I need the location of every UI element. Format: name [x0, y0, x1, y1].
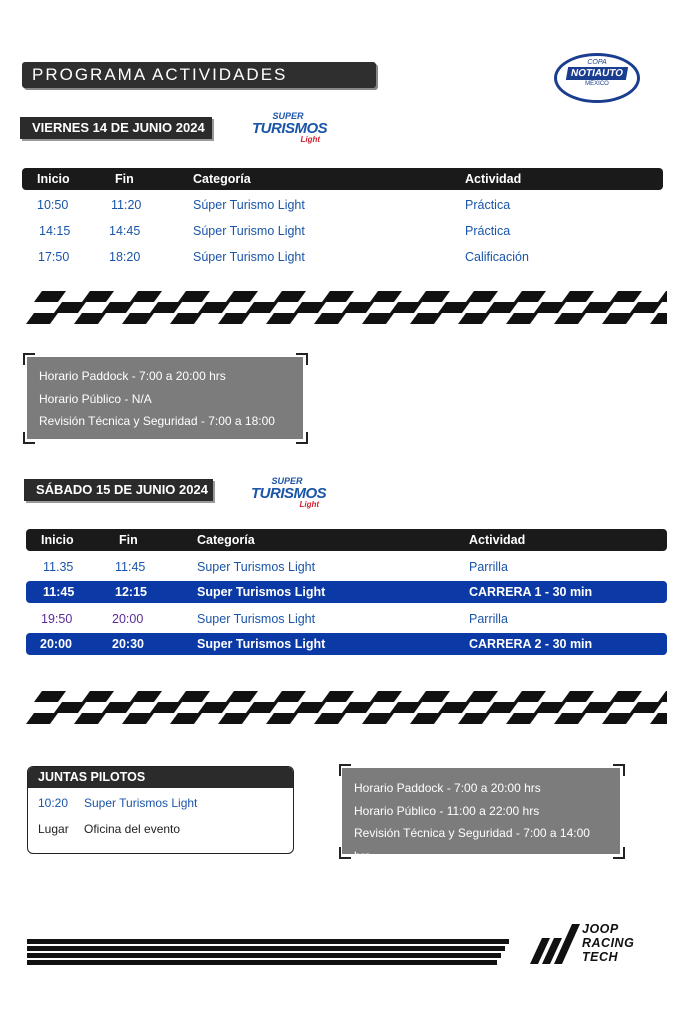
checker-square [506, 713, 538, 724]
checker-square [170, 313, 202, 324]
table-row-highlighted [26, 633, 667, 655]
checker-square [630, 702, 662, 713]
footer-stripes [27, 939, 509, 965]
checker-square [130, 291, 162, 302]
checker-square [658, 691, 667, 702]
column-header-fin: Fin [115, 172, 134, 186]
day1-table-header [22, 168, 663, 190]
checker-square [582, 302, 614, 313]
brand-line-2: RACING [582, 936, 635, 950]
row-activity: Práctica [465, 224, 511, 238]
checker-square [322, 691, 354, 702]
checker-square [506, 313, 538, 324]
checker-square [34, 291, 66, 302]
checker-square [178, 291, 210, 302]
super-turismos-logo [251, 476, 327, 517]
row-activity: CARRERA 2 - 30 min [469, 637, 593, 651]
info-paddock: Horario Paddock - 7:00 a 20:00 hrs [39, 369, 226, 383]
column-header-inicio: Inicio [37, 172, 70, 186]
checker-square [486, 702, 518, 713]
checker-square [314, 313, 346, 324]
checker-square [54, 302, 86, 313]
checker-square [74, 313, 106, 324]
series-logo-super: SUPER [272, 111, 304, 121]
checker-square [246, 302, 278, 313]
checker-square [362, 313, 394, 324]
page-title: PROGRAMA ACTIVIDADES [22, 62, 376, 88]
series-logo-light: Light [300, 135, 320, 144]
table-row [22, 193, 663, 219]
column-header-categoria: Categoría [193, 172, 251, 186]
checker-square [178, 691, 210, 702]
checker-square [562, 691, 594, 702]
checker-square [514, 691, 546, 702]
checkered-flag-divider-2 [22, 691, 667, 725]
row-activity: Práctica [465, 198, 511, 212]
logo-main-text: NOTIAUTO [566, 67, 628, 80]
checker-square [294, 702, 326, 713]
checker-square [122, 713, 154, 724]
brand-line-3: TECH [582, 950, 619, 964]
checker-square [486, 302, 518, 313]
row-category: Súper Turismo Light [193, 224, 305, 238]
stripe [27, 939, 509, 944]
juntas-place-row [28, 818, 293, 844]
checker-square [266, 313, 298, 324]
column-header-fin: Fin [119, 533, 138, 547]
checker-square [226, 691, 258, 702]
column-header-categoria: Categoría [197, 533, 255, 547]
column-header-actividad: Actividad [469, 533, 526, 547]
checker-square [610, 691, 642, 702]
logo-top-text: COPA [587, 59, 607, 66]
checker-square [150, 302, 182, 313]
row-category: Super Turismos Light [197, 612, 316, 626]
juntas-place: Oficina del evento [84, 822, 181, 836]
checker-square [650, 713, 667, 724]
juntas-title: JUNTAS PILOTOS [28, 767, 293, 788]
box-corner [613, 847, 625, 859]
row-category: Súper Turismo Light [193, 198, 305, 212]
stripe [27, 960, 497, 965]
joop-stripes-icon [528, 922, 580, 966]
box-corner [23, 353, 35, 365]
checker-square [342, 302, 374, 313]
table-row [26, 607, 667, 631]
row-end: 18:20 [109, 250, 141, 264]
box-corner [339, 764, 351, 776]
checker-square [102, 302, 134, 313]
copa-notiauto-logo [554, 53, 640, 103]
row-category: Super Turismos Light [197, 585, 326, 599]
checker-square [534, 302, 566, 313]
checker-square [74, 713, 106, 724]
checker-square [418, 691, 450, 702]
checker-square [602, 713, 634, 724]
row-start: 17:50 [38, 250, 70, 264]
table-row [26, 555, 667, 579]
checker-square [390, 302, 422, 313]
row-start: 19:50 [41, 612, 73, 626]
joop-racing-tech-logo [528, 922, 660, 966]
row-activity: Parrilla [469, 612, 508, 626]
row-category: Super Turismos Light [197, 637, 326, 651]
logo-bottom-text: MÉXICO [585, 81, 609, 87]
checker-square [650, 313, 667, 324]
checker-square [130, 691, 162, 702]
checker-square [658, 291, 667, 302]
day2-table-body [26, 555, 667, 655]
checker-square [362, 713, 394, 724]
row-end: 11:45 [115, 560, 146, 574]
checker-square [34, 691, 66, 702]
series-logo-turismos: TURISMOS [251, 485, 327, 502]
day1-info-box [27, 357, 303, 451]
checker-square [198, 702, 230, 713]
series-logo-light: Light [299, 500, 319, 509]
checker-square [458, 713, 490, 724]
checker-square [342, 702, 374, 713]
checker-square [322, 291, 354, 302]
checker-square [582, 702, 614, 713]
row-start: 11.35 [43, 560, 74, 574]
row-activity: CARRERA 1 - 30 min [469, 585, 593, 599]
checker-square [170, 713, 202, 724]
checker-square [370, 691, 402, 702]
checker-square [610, 291, 642, 302]
table-row-highlighted [26, 581, 667, 603]
checker-square [514, 291, 546, 302]
juntas-time: 10:20 [38, 796, 69, 810]
row-category: Super Turismos Light [197, 560, 316, 574]
row-start: 11:45 [43, 585, 75, 599]
brand-line-1: JOOP [582, 922, 619, 936]
checker-square [458, 313, 490, 324]
juntas-category: Super Turismos Light [84, 796, 198, 810]
checker-square [102, 702, 134, 713]
checker-square [438, 302, 470, 313]
checker-square [410, 313, 442, 324]
box-corner [339, 847, 351, 859]
checker-square [466, 291, 498, 302]
row-start: 20:00 [40, 637, 72, 651]
checker-square [294, 302, 326, 313]
table-row [22, 245, 663, 271]
row-end: 14:45 [109, 224, 141, 238]
checker-square [466, 691, 498, 702]
stripe [27, 953, 501, 958]
info-publico: Horario Público - N/A [39, 391, 152, 406]
day1-table-body [22, 193, 663, 271]
row-end: 20:30 [112, 637, 144, 651]
checker-square [554, 313, 586, 324]
checker-square [150, 702, 182, 713]
row-start: 10:50 [37, 198, 69, 212]
checker-square [438, 702, 470, 713]
row-activity: Calificación [465, 250, 529, 264]
series-logo-super: SUPER [271, 476, 303, 486]
checker-square [246, 702, 278, 713]
box-corner [296, 432, 308, 444]
checker-square [562, 291, 594, 302]
column-header-actividad: Actividad [465, 172, 522, 186]
checker-square [82, 691, 114, 702]
info-publico: Horario Público - 11:00 a 22:00 hrs [354, 803, 540, 818]
checker-square [218, 713, 250, 724]
row-end: 20:00 [112, 612, 144, 626]
juntas-place-label: Lugar [38, 822, 69, 836]
box-corner [613, 764, 625, 776]
box-corner [23, 432, 35, 444]
juntas-pilotos-box [27, 766, 294, 854]
juntas-time-row [28, 792, 293, 818]
row-activity: Parrilla [469, 560, 508, 574]
checker-square [418, 291, 450, 302]
checker-square [122, 313, 154, 324]
row-start: 14:15 [39, 224, 71, 238]
day2-table-header [26, 529, 667, 551]
checker-square [26, 313, 58, 324]
checker-square [226, 291, 258, 302]
checkered-flag-divider-1 [22, 291, 667, 325]
checker-square [370, 291, 402, 302]
checker-square [82, 291, 114, 302]
day2-title: SÁBADO 15 DE JUNIO 2024 [24, 479, 213, 501]
row-end: 12:15 [115, 585, 147, 599]
checker-square [266, 713, 298, 724]
day1-title: VIERNES 14 DE JUNIO 2024 [20, 117, 212, 139]
checker-square [410, 713, 442, 724]
info-paddock: Horario Paddock - 7:00 a 20:00 hrs [354, 781, 541, 795]
checker-square [554, 713, 586, 724]
checker-square [274, 691, 306, 702]
stripe [27, 946, 505, 951]
checker-square [534, 702, 566, 713]
checker-square [54, 702, 86, 713]
checker-square [602, 313, 634, 324]
row-end: 11:20 [111, 198, 142, 212]
day2-info-box [342, 768, 620, 863]
checker-square [26, 713, 58, 724]
info-revision: Revisión Técnica y Seguridad - 7:00 a 14:00 hrs [354, 826, 590, 863]
checker-square [218, 313, 250, 324]
table-row [22, 219, 663, 245]
checker-square [198, 302, 230, 313]
column-header-inicio: Inicio [41, 533, 74, 547]
row-category: Súper Turismo Light [193, 250, 305, 264]
info-revision: Revisión Técnica y Seguridad - 7:00 a 18:00 hrs [39, 414, 275, 451]
series-logo-turismos: TURISMOS [252, 120, 328, 137]
super-turismos-logo [252, 111, 328, 152]
checker-square [274, 291, 306, 302]
checker-square [314, 713, 346, 724]
box-corner [296, 353, 308, 365]
checker-square [630, 302, 662, 313]
checker-square [390, 702, 422, 713]
